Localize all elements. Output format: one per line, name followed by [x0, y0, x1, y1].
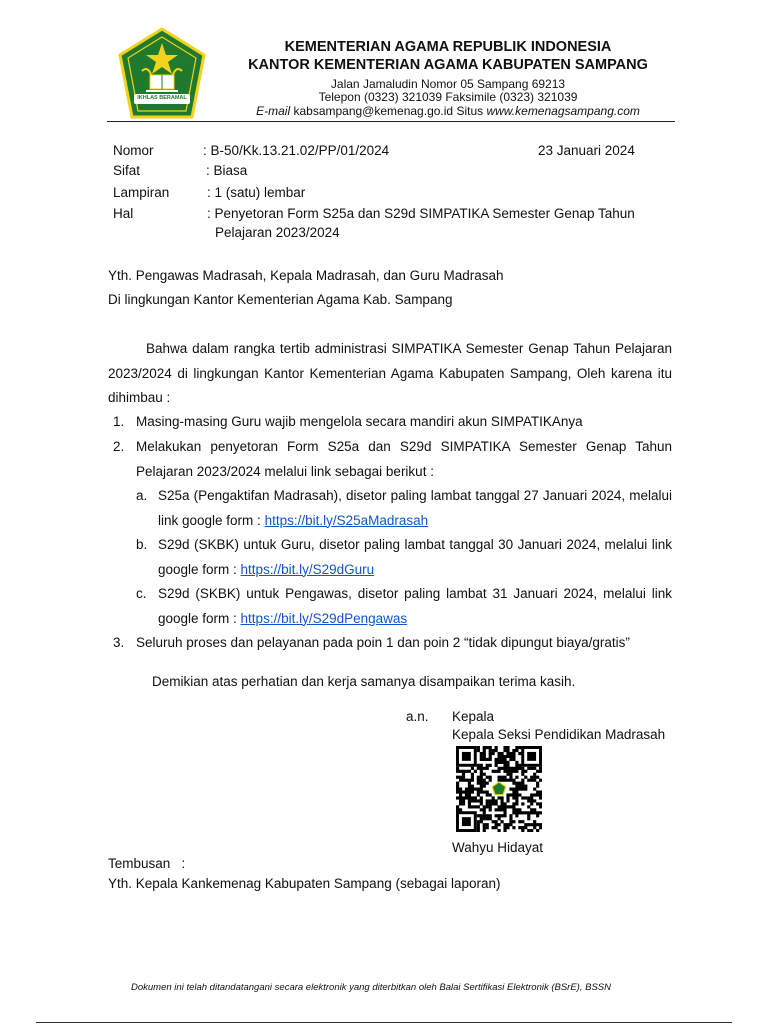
sifat-label: Sifat	[113, 163, 141, 178]
sub-c-text	[158, 582, 672, 631]
sub-a-text	[158, 484, 672, 533]
logo-motto: IKHLAS BERAMAL	[137, 95, 187, 101]
intro-paragraph: Bahwa dalam rangka tertib administrasi SIMPATIKA Semester Genap Tahun Pelajaran 2023/2024 di lingkungan Kantor Kementerian Agama Kabupaten Sampang, Oleh karena itu dihimbau :	[108, 341, 672, 405]
item2-number: 2.	[113, 439, 125, 454]
footer-rule	[36, 1022, 732, 1023]
letter-date: 23 Januari 2024	[538, 143, 635, 158]
signer-name: Wahyu Hidayat	[452, 840, 544, 855]
signer-title-1: Kepala	[452, 709, 495, 724]
tembusan-label: Tembusan :	[108, 856, 186, 871]
signer-title-2: Kepala Seksi Pendidikan Madrasah	[452, 727, 666, 742]
hal-value-cont: Pelajaran 2023/2024	[215, 225, 340, 240]
ministry-name: KEMENTERIAN AGAMA REPUBLIK INDONESIA	[284, 39, 612, 55]
office-name: KANTOR KEMENTERIAN AGAMA KABUPATEN SAMPANG	[248, 57, 648, 73]
sub-c-body: S29d (SKBK) untuk Pengawas, disetor paling lambat 31 Januari 2024, melalui link google form :	[158, 586, 672, 626]
hal-value: : Penyetoran Form S25a dan S29d SIMPATIKA Semester Genap Tahun	[207, 206, 635, 221]
s29d-pengawas-link[interactable]: https://bit.ly/S29dPengawas	[240, 610, 408, 626]
recipient-line2: Di lingkungan Kantor Kementerian Agama Kab. Sampang	[108, 292, 453, 307]
office-contact	[228, 105, 668, 118]
signature-qr-code	[456, 746, 542, 832]
recipient-line1: Yth. Pengawas Madrasah, Kepala Madrasah, dan Guru Madrasah	[108, 268, 504, 283]
site-value: www.kemenagsampang.com	[486, 104, 640, 118]
lampiran-value: : 1 (satu) lembar	[207, 185, 306, 200]
email-value: kabsampang@kemenag.go.id	[293, 104, 454, 118]
an-label: a.n.	[406, 709, 429, 724]
s25a-link[interactable]: https://bit.ly/S25aMadrasah	[264, 512, 429, 528]
kemenag-logo	[112, 25, 212, 123]
item3-number: 3.	[113, 635, 125, 650]
hal-label: Hal	[113, 206, 134, 221]
site-label: Situs	[456, 104, 484, 118]
email-label: E-mail	[256, 104, 291, 118]
sub-b-letter: b.	[136, 537, 148, 552]
office-phone: Telepon (0323) 321039 Faksimile (0323) 321039	[318, 90, 578, 104]
s29d-guru-link[interactable]: https://bit.ly/S29dGuru	[240, 561, 375, 577]
sub-a-letter: a.	[136, 488, 148, 503]
lampiran-label: Lampiran	[113, 185, 170, 200]
nomor-value: : B-50/Kk.13.21.02/PP/01/2024	[203, 143, 390, 158]
item2-text: Melakukan penyetoran Form S25a dan S29d SIMPATIKA Semester Genap Tahun Pelajaran 2023/2024 melalui link sebagai berikut :	[136, 439, 672, 479]
sub-b-body: S29d (SKBK) untuk Guru, disetor paling lambat tanggal 30 Januari 2024, melalui link google form :	[158, 537, 672, 577]
letterhead-rule	[107, 121, 675, 122]
esign-footer-note: Dokumen ini telah ditandatangani secara elektronik yang diterbitkan oleh Balai Sertifikasi Elektronik (BSrE), BSSN	[131, 982, 611, 993]
closing-paragraph: Demikian atas perhatian dan kerja samanya disampaikan terima kasih.	[152, 674, 576, 689]
item3-text: Seluruh proses dan pelayanan pada poin 1 dan poin 2 “tidak dipungut biaya/gratis”	[136, 635, 630, 650]
sub-a-body: S25a (Pengaktifan Madrasah), disetor paling lambat tanggal 27 Januari 2024, melalui link google form :	[158, 488, 672, 528]
item1-text: Masing-masing Guru wajib mengelola secara mandiri akun SIMPATIKAnya	[136, 414, 583, 429]
office-address: Jalan Jamaludin Nomor 05 Sampang 69213	[330, 77, 566, 91]
sub-c-letter: c.	[136, 586, 147, 601]
tembusan-line: Yth. Kepala Kankemenag Kabupaten Sampang (sebagai laporan)	[108, 876, 501, 891]
sifat-value: : Biasa	[206, 163, 248, 178]
item1-number: 1.	[113, 414, 125, 429]
nomor-label: Nomor	[113, 143, 154, 158]
sub-b-text	[158, 533, 672, 582]
